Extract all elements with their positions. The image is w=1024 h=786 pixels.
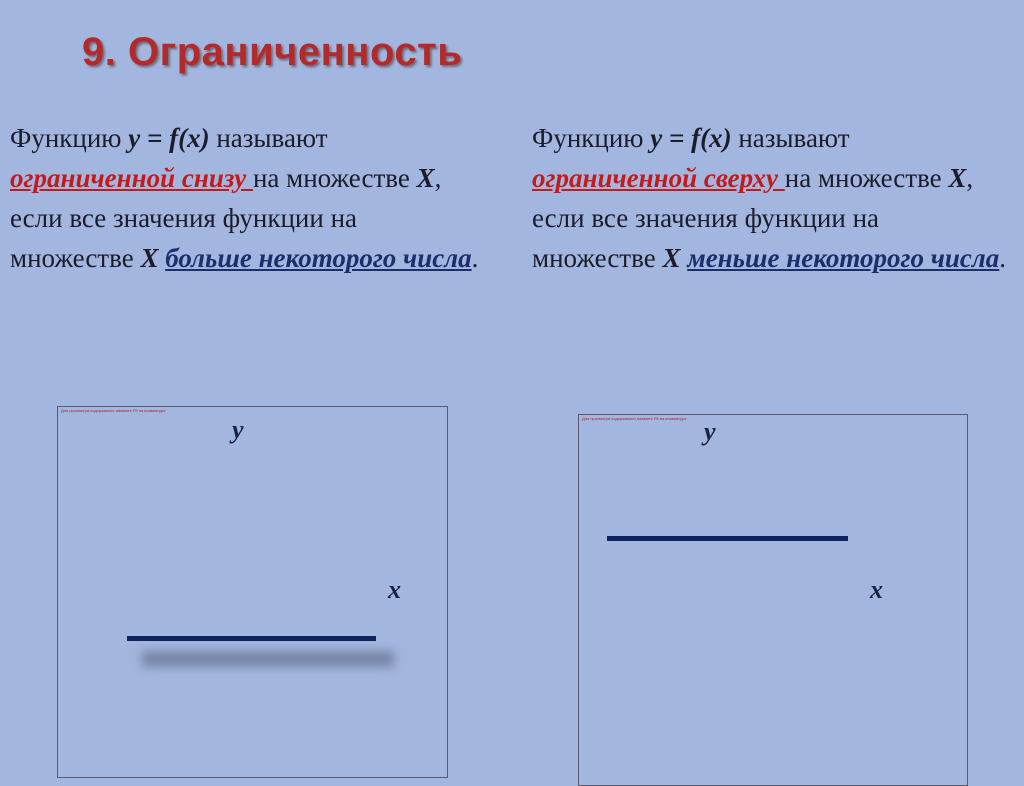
set-x: X — [140, 243, 159, 273]
text: , если все значения функции на множестве — [10, 163, 442, 273]
set-x: X — [948, 163, 967, 193]
text: Функцию — [10, 123, 129, 153]
function-notation: y = f(x) — [650, 123, 732, 153]
graph-bounded-above — [578, 414, 968, 786]
term-bounded-below: ограниченной снизу — [10, 163, 253, 193]
term-bounded-above: ограниченной сверху — [532, 163, 785, 193]
slide-title: 9. Ограниченность — [82, 30, 463, 74]
y-axis-label: y — [232, 415, 244, 444]
graph-bounded-below — [57, 406, 448, 778]
line-shadow — [142, 651, 394, 667]
media-placeholder-note: Для просмотра содержимого нажмите F5 на клавиатуре — [61, 408, 166, 413]
upper-bound-line — [607, 536, 848, 541]
definition-bounded-above — [532, 118, 1007, 278]
set-x: X — [662, 243, 681, 273]
text: . — [471, 243, 479, 273]
y-axis-label: y — [704, 417, 716, 446]
definition-bounded-below — [10, 118, 485, 278]
text: на множестве — [784, 163, 949, 193]
text: называют — [209, 123, 328, 153]
text: на множестве — [252, 163, 417, 193]
lower-bound-line — [127, 636, 376, 641]
text: , если все значения функции на множестве — [532, 163, 974, 273]
text: . — [999, 243, 1007, 273]
media-placeholder-note: Для просмотра содержимого нажмите F5 на клавиатуре — [582, 416, 687, 421]
x-axis-label: x — [388, 575, 401, 604]
text: называют — [731, 123, 850, 153]
condition-less: меньше некоторого числа — [687, 243, 1000, 273]
x-axis-label: x — [870, 575, 883, 604]
text: Функцию — [532, 123, 651, 153]
condition-greater: больше некоторого числа — [165, 243, 472, 273]
set-x: X — [416, 163, 435, 193]
function-notation: y = f(x) — [128, 123, 210, 153]
